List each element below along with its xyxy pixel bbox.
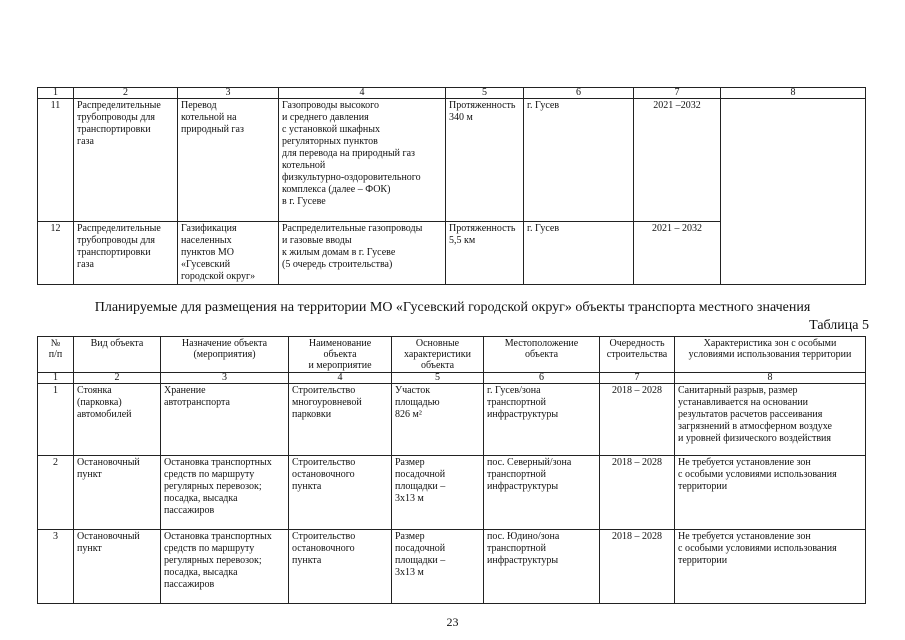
row-number: 3 (38, 530, 74, 604)
row-number: 1 (38, 384, 74, 456)
column-header: Характеристика зон с особыми условиями использования территории (675, 337, 866, 373)
title-cell: Газопроводы высокого и среднего давления с установкой шкафных регуляторных пунктов для перевода на природный газ котельной физкультурно-оздоровительного комплекса (далее – ФОК) в г. Гусеве (279, 99, 446, 222)
location-cell: г. Гусев/зона транспортной инфраструктуры (484, 384, 600, 456)
col-number: 7 (634, 88, 721, 99)
object-type-cell: Распределительные трубопроводы для транспортировки газа (74, 222, 178, 285)
zones-cell (721, 99, 866, 285)
object-type-cell: Остановочный пункт (74, 456, 161, 530)
row-number: 2 (38, 456, 74, 530)
zones-cell: Санитарный разрыв, размер устанавливается на основании результатов расчетов рассеивания загрязнений в атмосферном воздухе и уровней физического воздействия (675, 384, 866, 456)
characteristics-cell: Протяженность 340 м (446, 99, 524, 222)
period-cell: 2018 – 2028 (600, 384, 675, 456)
object-type-cell: Стоянка (парковка) автомобилей (74, 384, 161, 456)
table-row (38, 456, 866, 530)
period-cell: 2021 – 2032 (634, 222, 721, 285)
purpose-cell: Перевод котельной на природный газ (178, 99, 279, 222)
location-cell: пос. Северный/зона транспортной инфраструктуры (484, 456, 600, 530)
period-cell: 2018 – 2028 (600, 530, 675, 604)
col-number: 2 (74, 373, 161, 384)
column-header: Основные характеристики объекта (392, 337, 484, 373)
table-row (38, 99, 866, 222)
zones-cell: Не требуется установление зон с особыми условиями использования территории (675, 456, 866, 530)
col-number: 4 (289, 373, 392, 384)
location-cell: г. Гусев (524, 222, 634, 285)
col-number: 7 (600, 373, 675, 384)
location-cell: пос. Юдино/зона транспортной инфраструктуры (484, 530, 600, 604)
column-number-row (38, 373, 866, 384)
row-number: 11 (38, 99, 74, 222)
purpose-cell: Газификация населенных пунктов МО «Гусевский городской округ» (178, 222, 279, 285)
characteristics-cell: Размер посадочной площадки – 3х13 м (392, 456, 484, 530)
column-header: Вид объекта (74, 337, 161, 373)
table-caption: Таблица 5 (809, 318, 869, 333)
zones-cell: Не требуется установление зон с особыми условиями использования территории (675, 530, 866, 604)
col-number: 5 (392, 373, 484, 384)
object-type-cell: Остановочный пункт (74, 530, 161, 604)
column-number-row (38, 88, 866, 99)
transport-objects-table (37, 336, 866, 604)
col-number: 3 (178, 88, 279, 99)
period-cell: 2021 –2032 (634, 99, 721, 222)
col-number: 1 (38, 373, 74, 384)
column-header: Очередность строительства (600, 337, 675, 373)
purpose-cell: Остановка транспортных средств по маршруту регулярных перевозок; посадка, высадка пассажиров (161, 456, 289, 530)
column-header: Местоположение объекта (484, 337, 600, 373)
col-number: 1 (38, 88, 74, 99)
col-number: 6 (484, 373, 600, 384)
table-row (38, 530, 866, 604)
header-row (38, 337, 866, 373)
table-row (38, 384, 866, 456)
characteristics-cell: Участок площадью 826 м² (392, 384, 484, 456)
gas-objects-table (37, 87, 866, 285)
row-number: 12 (38, 222, 74, 285)
column-header: Назначение объекта (мероприятия) (161, 337, 289, 373)
page-number: 23 (446, 615, 459, 629)
location-cell: г. Гусев (524, 99, 634, 222)
characteristics-cell: Размер посадочной площадки – 3х13 м (392, 530, 484, 604)
purpose-cell: Остановка транспортных средств по маршруту регулярных перевозок; посадка, высадка пассажиров (161, 530, 289, 604)
col-number: 5 (446, 88, 524, 99)
col-number: 6 (524, 88, 634, 99)
col-number: 4 (279, 88, 446, 99)
column-header: Наименование объекта и мероприятие (289, 337, 392, 373)
period-cell: 2018 – 2028 (600, 456, 675, 530)
section-heading: Планируемые для размещения на территории МО «Гусевский городской округ» объекты транспорта местного значения (94, 300, 811, 315)
title-cell: Строительство остановочного пункта (289, 530, 392, 604)
title-cell: Распределительные газопроводы и газовые вводы к жилым домам в г. Гусеве (5 очередь строительства) (279, 222, 446, 285)
title-cell: Строительство многоуровневой парковки (289, 384, 392, 456)
column-header: № п/п (38, 337, 74, 373)
title-cell: Строительство остановочного пункта (289, 456, 392, 530)
characteristics-cell: Протяженность 5,5 км (446, 222, 524, 285)
object-type-cell: Распределительные трубопроводы для транспортировки газа (74, 99, 178, 222)
col-number: 3 (161, 373, 289, 384)
col-number: 8 (721, 88, 866, 99)
col-number: 8 (675, 373, 866, 384)
col-number: 2 (74, 88, 178, 99)
purpose-cell: Хранение автотранспорта (161, 384, 289, 456)
